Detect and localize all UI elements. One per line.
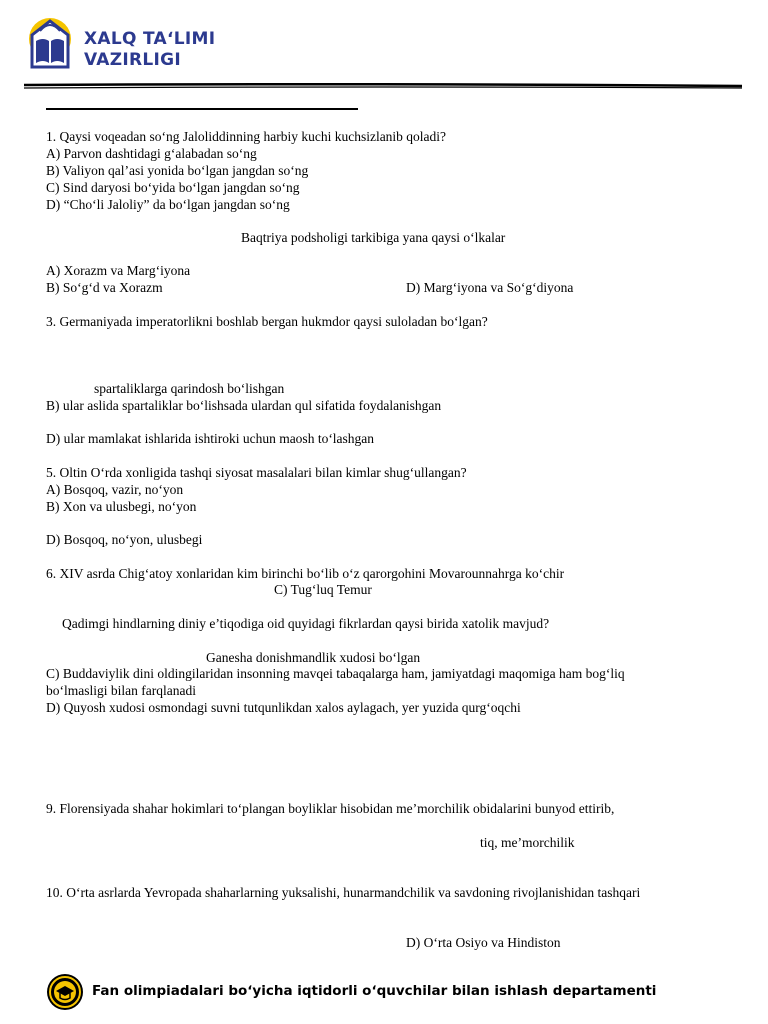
q7-option-d: D) Quyosh xudosi osmondagi suvni tutqunlikdan xalos aylagach, yer yuzida qurgʻoqchi <box>46 700 521 715</box>
q5-option-d: D) Bosqoq, noʻyon, ulusbegi <box>46 532 203 547</box>
q4-option-a-fragment: spartaliklarga qarindosh boʻlishgan <box>94 381 285 396</box>
q2-option-b: B) Soʻgʻd va Xorazm <box>46 280 163 295</box>
header-divider <box>24 82 742 90</box>
question-5: 5. Oltin Oʻrda xonligida tashqi siyosat masalalari bilan kimlar shugʻullangan? <box>46 465 467 480</box>
q10-option-d: D) Oʻrta Osiyo va Hindiston <box>406 935 561 950</box>
q4-option-b: B) ular aslida spartaliklar boʻlishsada ulardan qul sifatida foydalanishgan <box>46 398 442 413</box>
q5-option-a: A) Bosqoq, vazir, noʻyon <box>46 482 184 497</box>
q4-option-d: D) ular mamlakat ishlarida ishtiroki uchun maosh toʻlashgan <box>46 431 375 446</box>
q2-option-a: A) Xorazm va Margʻiyona <box>46 263 191 278</box>
q7-option-c-cont: boʻlmasligi bilan farqlanadi <box>46 683 196 698</box>
question-6: 6. XIV asrda Chigʻatoy xonlaridan kim birinchi boʻlib oʻz qarorgohini Movarounnahrga koʻchir <box>46 566 565 581</box>
ministry-logo-icon <box>26 17 74 75</box>
department-seal-icon <box>46 973 84 1011</box>
q9-fragment: tiq, me’morchilik <box>480 835 575 850</box>
q7-option-fragment: Ganesha donishmandlik xudosi boʻlgan <box>206 650 421 665</box>
q6-option-c: C) Tugʻluq Temur <box>274 582 372 597</box>
ministry-name-line1: XALQ TAʻLIMI <box>84 29 216 49</box>
q2-option-d: D) Margʻiyona va Soʻgʻdiyona <box>406 280 574 295</box>
q7-option-c: C) Buddaviylik dini oldingilaridan insonning mavqei tabaqalarga ham, jamiyatdagi maqomiga ham bogʻliq <box>46 666 625 681</box>
question-1: 1. Qaysi voqeadan soʻng Jaloliddinning harbiy kuchi kuchsizlanib qoladi? <box>46 129 447 144</box>
q5-option-b: B) Xon va ulusbegi, noʻyon <box>46 499 197 514</box>
question-3: 3. Germaniyada imperatorlikni boshlab bergan hukmdor qaysi suloladan boʻlgan? <box>46 314 488 329</box>
question-9: 9. Florensiyada shahar hokimlari toʻplangan boyliklar hisobidan me’morchilik obidalarini bunyod ettirib, <box>46 801 615 816</box>
ministry-name <box>84 29 215 71</box>
question-2-fragment: Baqtriya podsholigi tarkibiga yana qaysi oʻlkalar <box>241 230 506 245</box>
title-underline <box>46 108 358 110</box>
ministry-name-line2: VAZIRLIGI <box>84 50 182 70</box>
footer-department: Fan olimpiadalari boʻyicha iqtidorli oʻquvchilar bilan ishlash departamenti <box>92 983 657 999</box>
q1-option-d: D) “Choʻli Jaloliy” da boʻlgan jangdan soʻng <box>46 197 290 212</box>
question-7: Qadimgi hindlarning diniy e’tiqodiga oid quyidagi fikrlardan qaysi birida xatolik mavjud? <box>62 616 550 631</box>
question-10: 10. Oʻrta asrlarda Yevropada shaharlarning yuksalishi, hunarmandchilik va savdoning rivojlanishidan tashqari <box>46 885 641 900</box>
q1-option-c: C) Sind daryosi boʻyida boʻlgan jangdan soʻng <box>46 180 300 195</box>
q1-option-a: A) Parvon dashtidagi gʻalabadan soʻng <box>46 146 257 161</box>
q1-option-b: B) Valiyon qal’asi yonida boʻlgan jangdan soʻng <box>46 163 309 178</box>
